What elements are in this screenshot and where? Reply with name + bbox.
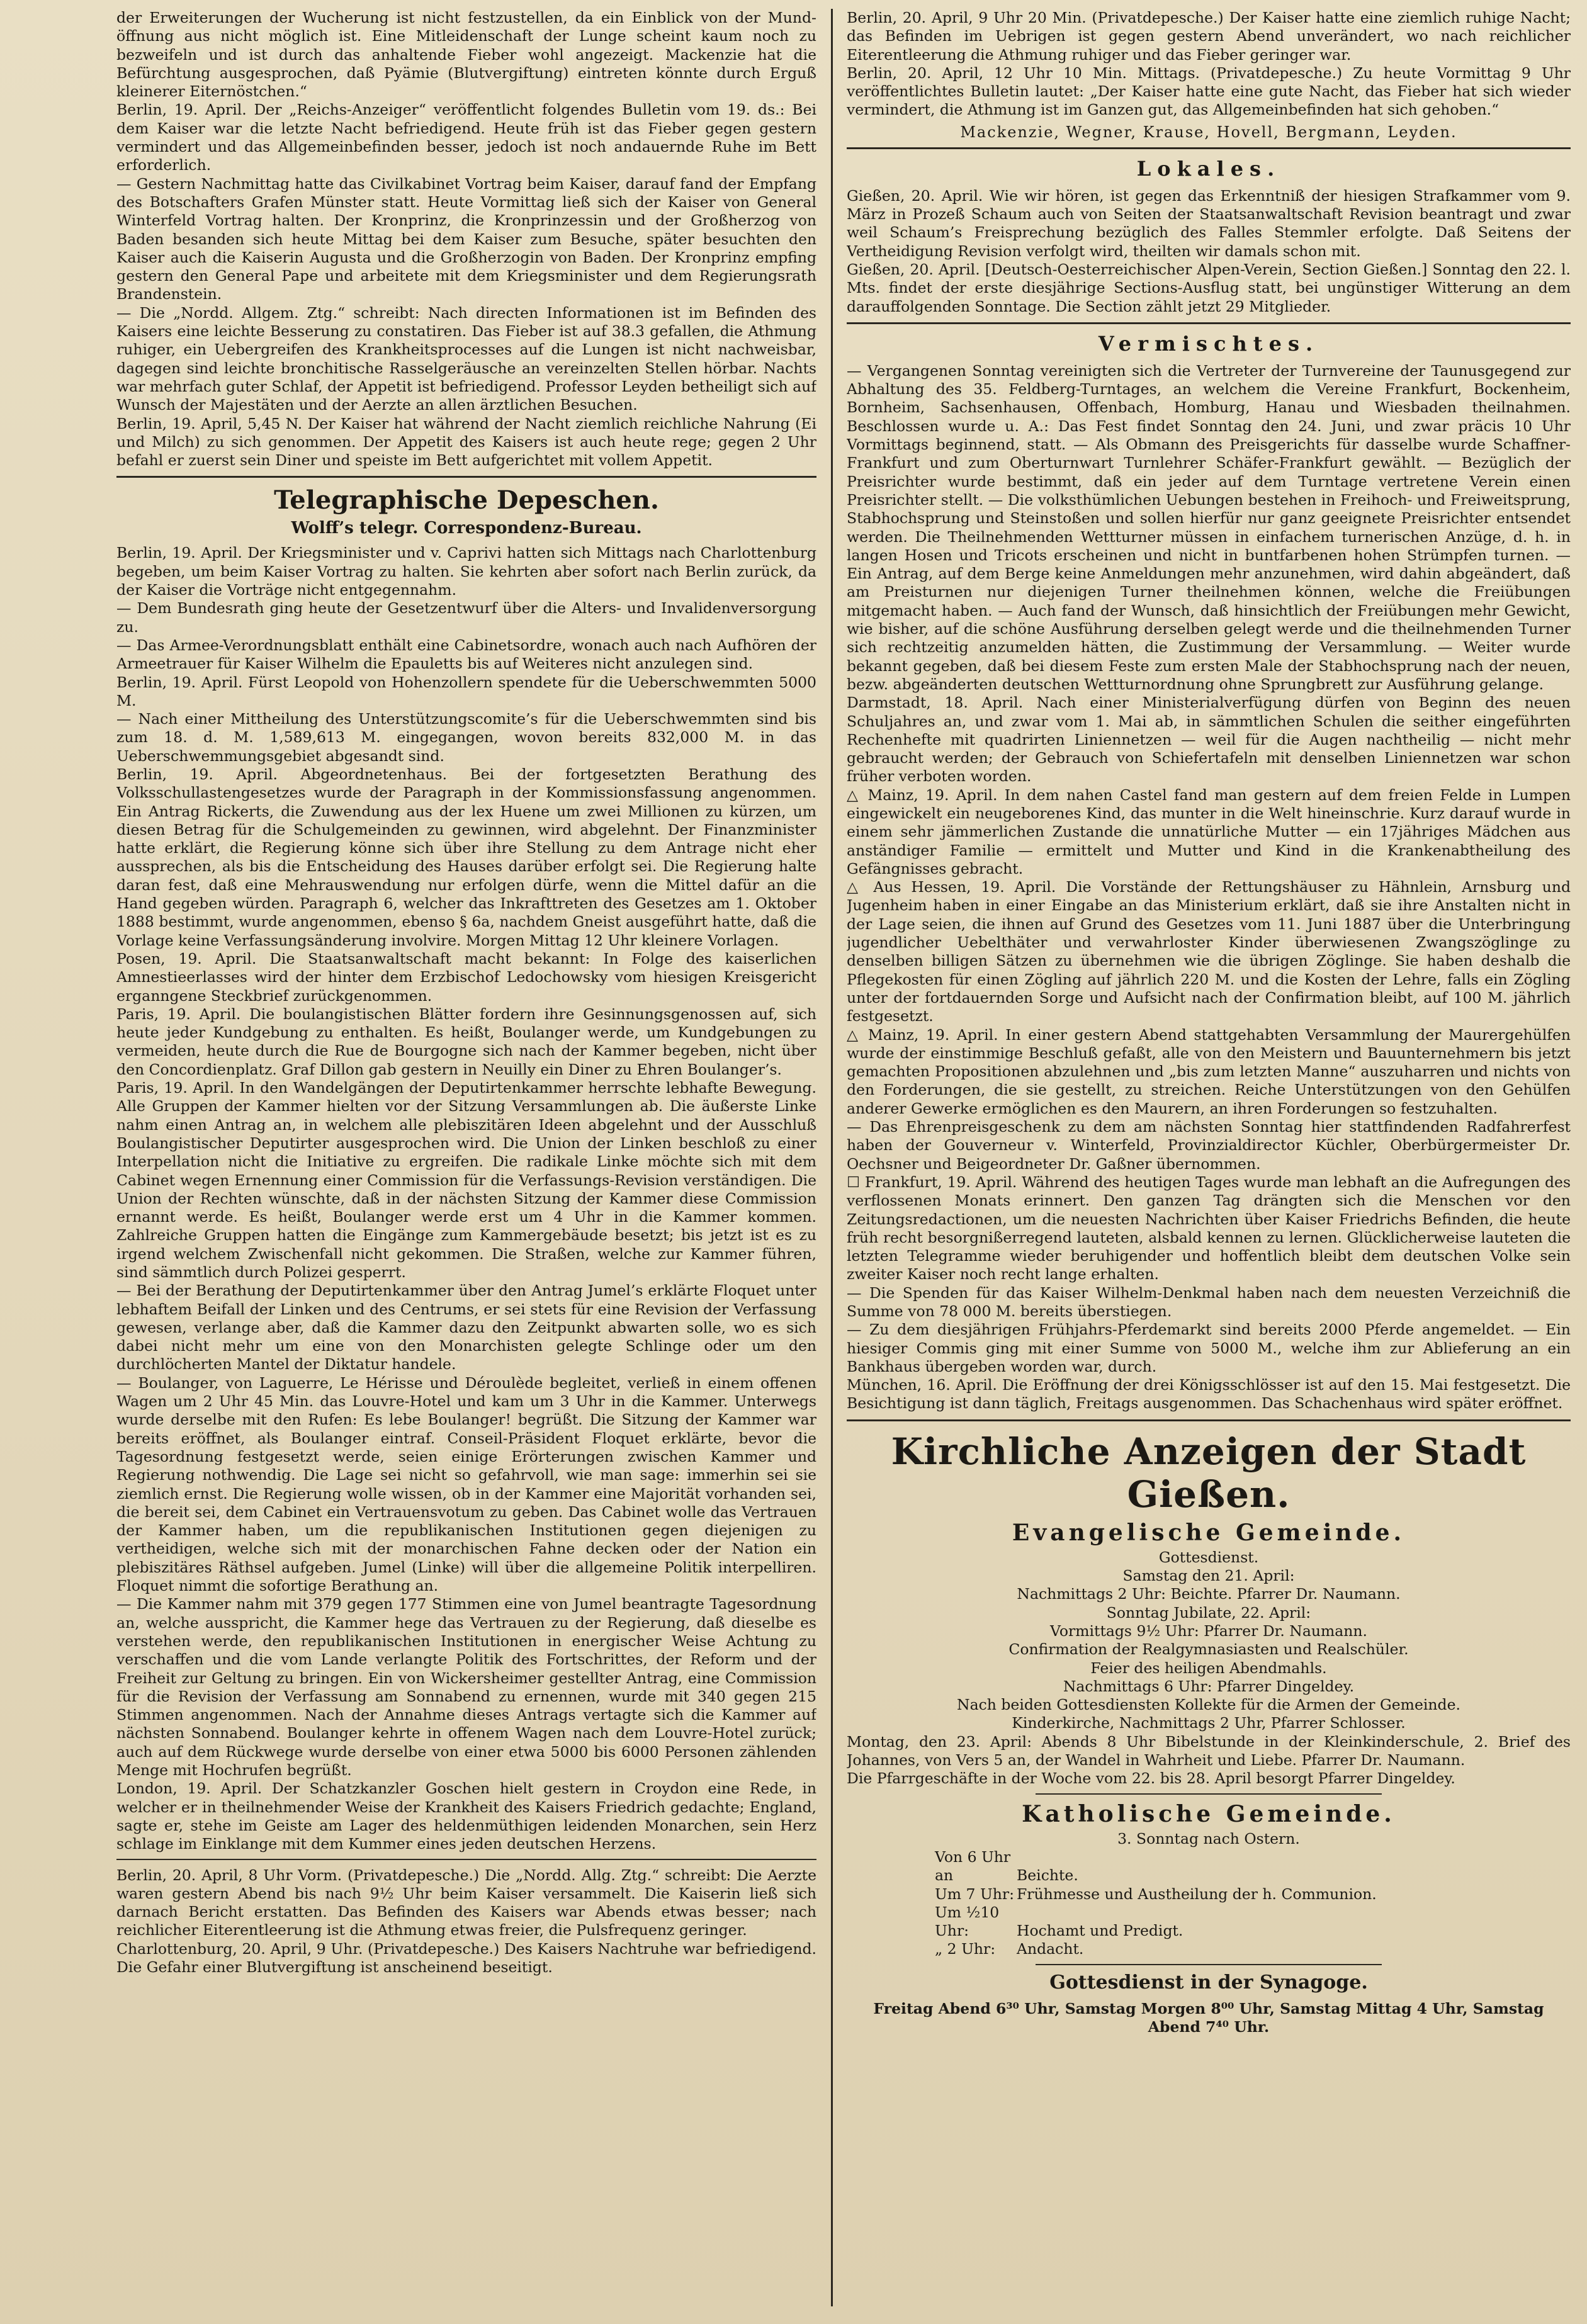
schedule-event: Frühmesse und Austheilung der h. Communion. (1017, 1885, 1377, 1903)
telegram-item: London, 19. April. Der Schatzkanzler Goschen hielt gestern in Croydon eine Rede, in welcher er in theilnehmender Weise der Krankheit des Kaisers Friedrich gedachte; England, sagte er, stehe im Geiste am Lager des heldenmüthigen leidenden Monarchen, sein Herz schlage im Einklange mit dem Kummer eines jeden deutschen Herzens. (116, 1780, 816, 1853)
misc-item: ☐ Frankfurt, 19. April. Während des heutigen Tages wurde man lebhaft an die Aufregungen des verflossenen Monats erinnert. Den ganzen Tag drängten sich die Menschen vor den Zeitungsredactionen, um die neuesten Nachrichten über Kaiser Friedrichs Befinden, die heute früh recht besorgnißerregend lauteten, alsbald kennen zu lernen. Glücklicherweise lauteten die letzten Telegramme wieder beruhigender und hoffentlich bleibt dem deutschen Volke sein zweiter Kaiser noch recht lange erhalten. (847, 1173, 1571, 1283)
bulletin-section (847, 9, 1571, 120)
schedule-line: Gottesdienst. (1158, 1548, 1259, 1566)
right-column (847, 9, 1571, 2313)
section-divider (1036, 1793, 1382, 1795)
schedule-time: Von 6 Uhr an (935, 1847, 1011, 1885)
late-news-item: Berlin, 20. April, 8 Uhr Vorm. (Privatdepesche.) Die „Nordd. Allg. Ztg.“ schreibt: Die Aerzte waren gestern Abend bis nach 9½ Uhr beim Kaiser versammelt. Die Kaiserin ließ sich darnach Bericht erstatten. Das Befinden des Kaisers war Abends etwas besser; nach reichlicher Eiterentleerung ist die Athmung etwas freier, die Pulsfrequenz geringer. (116, 1866, 816, 1939)
local-item: Gießen, 20. April. Wie wir hören, ist gegen das Erkenntniß der hiesigen Strafkammer vom 9. März in Prozeß Schaum auch von Seiten der Staatsanwaltschaft Revision beantragt und zwar weil Schaum’s Freisprechung bezüglich des Falles Stemmler erfolgte. Daß Seitens der Vertheidigung Revision verfolgt wird, theilten wir damals schon mit. (847, 186, 1571, 260)
schedule-line: Nachmittags 6 Uhr: Pfarrer Dingeldey. (1063, 1677, 1355, 1695)
section-divider (847, 322, 1571, 324)
section-divider (847, 147, 1571, 149)
schedule-time: Um 7 Uhr: (935, 1885, 1015, 1903)
schedule-line: Vormittags 9½ Uhr: Pfarrer Dr. Naumann. (1050, 1622, 1367, 1640)
telegram-item: — Bei der Berathung der Deputirtenkammer über den Antrag Jumel’s erklärte Floquet unter lebhaftem Beifall der Linken und des Centrums, er sei stets für eine Revision der Verfassung gewesen, verlange aber, daß die Kammer dazu den Zeitpunkt abwarten solle, wo es sich dabei nicht mehr um eine von den Monarchisten gelegte Schlinge oder um den durchlöcherten Mantel der Diktatur handele. (116, 1282, 816, 1374)
telegram-item: Berlin, 19. April. Fürst Leopold von Hohenzollern spendete für die Ueberschwemmten 5000 M. (116, 673, 816, 709)
telegram-item: Paris, 19. April. Die boulangistischen Blätter fordern ihre Gesinnungsgenossen auf, sich heute jeder Kundgebung zu enthalten. Es heißt, Boulanger werde, um Kundgebungen zu vermeiden, heute durch die Rue de Bourgogne sich nach der Kammer begeben, nicht über den Concordienplatz. Graf Dillon gab gestern in Neuilly ein Diner zu Ehren Boulanger’s. (116, 1005, 816, 1078)
catholic-heading: Katholische Gemeinde. (1022, 1800, 1396, 1827)
late-news-section (116, 1866, 816, 1977)
misc-item: △ Aus Hessen, 19. April. Die Vorstände der Rettungshäuser zu Hähnlein, Arnsburg und Jugenheim haben in einer Eingabe an das Ministerium erklärt, daß sie ihre Anstalten nicht in der Lage seien, die ihnen auf Grund des Gesetzes vom 11. Juni 1887 über die Unterbringung jugendlicher Uebelthäter und verwahrloster Kinder überwiesenen Zwangszöglinge zu denselben billigen Sätzen zu übernehmen wie die übrigen Zöglinge. Sie haben deshalb die Pflegekosten für einen Zögling auf jährlich 220 M. und die Kosten der Lehre, falls ein Zögling unter der fortdauernden Sorge und Aufsicht nach der Confirmation bleibt, auf 100 M. jährlich festgesetzt. (847, 878, 1571, 1025)
schedule-row (935, 1940, 1571, 1958)
section-divider (116, 1859, 816, 1860)
schedule-row (935, 1904, 1571, 1941)
schedule-line: Sonntag Jubilate, 22. April: (1106, 1603, 1311, 1622)
telegram-item: — Nach einer Mittheilung des Unterstützungscomite’s für die Ueberschwemmten sind bis zum 18. d. M. 1,589,613 M. eingegangen, wovon bereits 832,000 M. in das Ueberschwemmungsgebiet abgesandt sind. (116, 710, 816, 765)
schedule-note: Montag, den 23. April: Abends 8 Uhr Bibelstunde in der Kleinkinderschule, 2. Brief des Johannes, von Vers 5 an, der Wandel in Wahrheit und Liebe. Pfarrer Dr. Naumann. (847, 1732, 1571, 1769)
schedule-event: Beichte. (1017, 1866, 1078, 1885)
bulletin-item: Berlin, 20. April, 9 Uhr 20 Min. (Privatdepesche.) Der Kaiser hatte eine ziemlich ruhige Nacht; das Befinden im Uebrigen ist gegen gestern Abend unverändert, wo nach reichlicher Eiterentleerung die Athmung ruhiger und das Fieber geringer war. (847, 9, 1571, 64)
article-paragraph: Berlin, 19. April. Der „Reichs-Anzeiger“ veröffentlicht folgendes Bulletin vom 19. ds.: Bei dem Kaiser war die letzte Nacht befriedigend. Heute früh ist das Fieber gegen gestern vermindert und das Allgemeinbefinden besser, jedoch ist noch andauernde Ruhe im Bett erforderlich. (116, 101, 816, 174)
schedule-line: Kinderkirche, Nachmittags 2 Uhr, Pfarrer Schlosser. (1012, 1714, 1406, 1732)
misc-item: △ Mainz, 19. April. In einer gestern Abend stattgehabten Versammlung der Maurergehülfen wurde der einstimmige Beschluß gefaßt, alle von den Meistern und Bauunternehmern bis jetzt gemachten Propositionen abzulehnen und „bis zum letzten Manne“ auszuharren und nichts von den Forderungen, die sie gestellt, zu streichen. Reiche Unterstützungen von den Gehülfen anderer Gewerke ermöglichen es den Maurern, an ihren Forderungen so festzuhalten. (847, 1025, 1571, 1117)
misc-item: — Vergangenen Sonntag vereinigten sich die Vertreter der Turnvereine der Taunusgegend zur Abhaltung des 35. Feldberg-Turntages, an welchem die Vereine Frankfurt, Bockenheim, Bornheim, Sachsenhausen, Offenbach, Homburg, Hanau und Wiesbaden theilnahmen. Beschlossen wurde u. A.: Das Fest findet Sonntag den 24. Juni, und zwar präcis 10 Uhr Vormittags beginnend, statt. — Als Obmann des Preisgerichts für dasselbe wurde Schaffner-Frankfurt und zum Oberturnwart Turnlehrer Schäfer-Frankfurt gewählt. — Bezüglich der Preisrichter wurde bestimmt, daß ein jeder auf dem Turntage vertretene Verein einen Preisrichter stellt. — Die volksthümlichen Uebungen bestehen in Freihoch- und Freiweitsprung, Stabhochsprung und Steinstoßen und sollen hierfür nur ganz geeignete Preisrichter entsendet werden. Die Theilnehmenden Wettturner müssen in einfachem turnerischen Anzüge, d. h. in langen Hosen und Tricots erscheinen und nicht in buntfarbenen hohen Strümpfen turnen. — Ein Antrag, auf dem Berge keine Anmeldungen mehr anzunehmen, wird dahin abgeändert, daß am Preisturnen nur diejenigen Turner theilnehmen können, welche die Freiübungen mitgemacht haben. — Auch fand der Wunsch, daß hinsichtlich der Freiübungen mehr Gewicht, wie bisher, auf die schöne Ausführung derselben gelegt werde und die theilnehmenden Turner sich rechtzeitig anzumelden hätten, die Zustimmung der Versammlung. — Weiter wurde bekannt gegeben, daß bei diesem Feste zum ersten Male der Stabhochsprung nach der neuen, bezw. abgeänderten deutschen Wettturnordnung ohne Sprungbrett zur Ausführung gelange. (847, 361, 1571, 693)
schedule-line: Confirmation der Realgymnasiasten und Realschüler. (1008, 1640, 1409, 1659)
schedule-line: Nach beiden Gottesdiensten Kollekte für die Armen der Gemeinde. (957, 1696, 1460, 1714)
misc-item: München, 16. April. Die Eröffnung der drei Königsschlösser ist auf den 15. Mai festgesetzt. Die Besichtigung ist dann täglich, Freitags ausgenommen. Das Schachenhaus wird später eröffnet. (847, 1376, 1571, 1413)
article-paragraph: — Die „Nordd. Allgem. Ztg.“ schreibt: Nach directen Informationen ist im Befinden des Kaisers eine leichte Besserung zu constatiren. Das Fieber ist auf 38.3 gefallen, die Athmung ruhiger, ein Uebergreifen des Krankheitsprocesses auf die Lungen ist nicht nachweisbar, dagegen sind leichte bronchitische Rasselgeräusche an vereinzelten Stellen hörbar. Nachts war mehrfach guter Schlaf, der Appetit ist befriedigend. Professor Leyden betheiligt sich auf Wunsch der Majestäten und der Aerzte an allen ärztlichen Besuchen. (116, 303, 816, 414)
schedule-line: Samstag den 21. April: (1122, 1567, 1295, 1585)
telegram-item: — Dem Bundesrath ging heute der Gesetzentwurf über die Alters- und Invalidenversorgung zu. (116, 599, 816, 636)
synagogue-heading: Gottesdienst in der Synagoge. (1049, 1971, 1368, 1994)
synagogue-times: Freitag Abend 6³⁰ Uhr, Samstag Morgen 8⁰⁰ Uhr, Samstag Mittag 4 Uhr, Samstag Abend 7⁴⁰ Uhr. (873, 1999, 1544, 2036)
schedule-note: Die Pfarrgeschäfte in der Woche vom 22. bis 28. April besorgt Pfarrer Dingeldey. (847, 1769, 1455, 1788)
schedule-time: „ 2 Uhr: (935, 1940, 996, 1958)
telegram-item: — Das Armee-Verordnungsblatt enthält eine Cabinetsordre, wonach auch nach Aufhören der Armeetrauer für Kaiser Wilhelm die Epauletts bis auf Weiteres nicht anzulegen sind. (116, 636, 816, 673)
left-column (116, 9, 816, 2313)
telegram-item: — Die Kammer nahm mit 379 gegen 177 Stimmen eine von Jumel beantragte Tagesordnung an, welche ausspricht, die Kammer hege das Vertrauen zu der Regierung, daß dieselbe es verstehen werde, den republikanischen Institutionen in energischer Weise Achtung zu verschaffen und die vom Lande verlangte Politik des Fortschrittes, der Reform und der Freiheit zur Geltung zu bringen. Ein von Wickersheimer gestellter Antrag, eine Commission für die Revision der Verfassung am Sonnabend zu ernennen, wurde mit 340 gegen 215 Stimmen angenommen. Nach der Annahme dieses Antrags vertagte sich die Kammer auf nächsten Sonnabend. Boulanger kehrte in offenem Wagen nach dem Louvre-Hotel zurück; auch auf dem Rückwege wurde derselbe von einer etwa 5000 bis 6000 Personen zählenden Menge mit Hochrufen begrüßt. (116, 1595, 816, 1780)
telegram-item: Paris, 19. April. In den Wandelgängen der Deputirtenkammer herrschte lebhafte Bewegung. Alle Gruppen der Kammer hielten vor der Sitzung Versammlungen ab. Die äußerste Linke nahm einen Antrag an, in welchem alle plebiszitären Ideen abgelehnt und der Ausschluß Boulangistischer Deputirter ausgesprochen wird. Die Union der Linken beschloß zu einer Interpellation nicht die Initiative zu ergreifen. Die radikale Linke möchte sich mit dem Cabinet wegen Ernennung einer Commission für die Verfassungs-Revision verständigen. Die Union der Rechten wünschte, daß in der nächsten Sitzung der Kammer diese Commission ernannt werde. Es heißt, Boulanger werde erst um 4 Uhr in die Kammer kommen. Zahlreiche Gruppen hatten die Eingänge zum Kammergebäude besetzt; bis jetzt ist es zu irgend welchem Zwischenfall nicht gekommen. Die Straßen, welche zur Kammer führen, sind sämmtlich durch Polizei gesperrt. (116, 1079, 816, 1281)
misc-item: — Das Ehrenpreisgeschenk zu dem am nächsten Sonntag hier stattfindenden Radfahrerfest haben der Gouverneur v. Winterfeld, Provinzialdirector Küchler, Oberbürgermeister Dr. Oechsner und Beigeordneter Dr. Gaßner übernommen. (847, 1118, 1571, 1173)
section-divider (1036, 1964, 1382, 1965)
local-item: Gießen, 20. April. [Deutsch-Oesterreichischer Alpen-Verein, Section Gießen.] Sonntag den 22. l. Mts. findet der erste diesjährige Sections-Ausflug statt, bei ungünstiger Witterung an dem darauffolgenden Sonntage. Die Section zählt jetzt 29 Mitglieder. (847, 260, 1571, 315)
section-divider (116, 476, 816, 478)
telegram-item: Posen, 19. April. Die Staatsanwaltschaft macht bekannt: In Folge des kaiserlichen Amnestieerlasses wird der hinter dem Erzbischof Ledochowsky vom hiesigen Kreisgericht erganngene Steckbrief zurückgenommen. (116, 949, 816, 1005)
evangelical-schedule (847, 1548, 1571, 1733)
telegram-subheading: Wolff’s telegr. Correspondenz-Bureau. (291, 519, 642, 538)
section-divider (847, 1419, 1571, 1421)
article-paragraph: — Gestern Nachmittag hatte das Civilkabinet Vortrag beim Kaiser, darauf fand der Empfang des Botschafters Grafen Münster statt. Heute Vormittag ließ sich der Kaiser von General Winterfeld Vortrag halten. Der Kronprinz, die Kronprinzessin und der Großherzog von Baden besanden sich heute Mittag bei dem Kaiser zum Besuche, später besuchten den Kaiser auch die Kaiserin Augusta und die Großherzogin von Baden. Der Kronprinz empfing gestern den General Pape und arbeitete mit dem Kriegsminister und dem Regierungsrath Brandenstein. (116, 174, 816, 303)
schedule-row (935, 1848, 1571, 1885)
late-news-item: Charlottenburg, 20. April, 9 Uhr. (Privatdepesche.) Des Kaisers Nachtruhe war befriedigend. Die Gefahr einer Blutvergiftung ist anscheinend beseitigt. (116, 1939, 816, 1976)
telegram-item: Berlin, 19. April. Abgeordnetenhaus. Bei der fortgesetzten Berathung des Volksschullastengesetzes wurde der Paragraph in der Kommissionsfassung angenommen. Ein Antrag Rickerts, die Zuwendung aus der lex Huene um zwei Millionen zu kürzen, um diesen Betrag für die Schulgemeinden zu gewinnen, wird abgelehnt. Der Finanzminister hatte erklärt, die Regierung könne sich über ihre Stellung zu dem Antrage nicht eher aussprechen, als bis die Entscheidung des Hauses darüber erfolgt sei. Die Regierung halte daran fest, daß eine Mehrauswendung nur erfolgen dürfe, wenn die Mittel dafür an die Hand gegeben würden. Paragraph 6, welcher das Inkrafttreten des Gesetzes am 1. Oktober 1888 bestimmt, wurde angenommen, ebenso § 6a, nachdem Gneist ausgeführt hatte, daß die Vorlage keine Verfassungsänderung involvire. Morgen Mittag 12 Uhr kleinere Vorlagen. (116, 765, 816, 949)
catholic-subheading: 3. Sonntag nach Ostern. (1117, 1829, 1300, 1847)
telegram-item: Berlin, 19. April. Der Kriegsminister und v. Caprivi hatten sich Mittags nach Charlottenburg begeben, um beim Kaiser Vortrag zu halten. Sie kehrten aber sofort nach Berlin zurück, da der Kaiser die Vorträge nicht entgegennahm. (116, 544, 816, 599)
misc-item: △ Mainz, 19. April. In dem nahen Castel fand man gestern auf dem freien Felde in Lumpen eingewickelt ein neugeborenes Kind, das munter in die Welt hineinschrie. Kurz darauf wurde in einem sehr jämmerlichen Zustande die unnatürliche Mutter — ein 17jähriges Mädchen aus anständiger Familie — ermittelt und Mutter und Kind in die Krankenabtheilung des Gefängnisses gebracht. (847, 786, 1571, 877)
vermischtes-heading: Vermischtes. (1098, 331, 1319, 356)
schedule-line: Feier des heiligen Abendmahls. (1090, 1659, 1327, 1677)
article-paragraph: Berlin, 19. April, 5,45 N. Der Kaiser hat während der Nacht ziemlich reichliche Nahrung (Ei und Milch) zu sich genommen. Der Appetit des Kaisers ist auch heute rege; gegen 2 Uhr befahl er zuerst sein Diner und speiste im Bett aufgerichtet mit vollem Appetit. (116, 414, 816, 470)
telegram-heading: Telegraphische Depeschen. (274, 485, 659, 516)
bulletin-item: Berlin, 20. April, 12 Uhr 10 Min. Mittags. (Privatdepesche.) Zu heute Vormittag 9 Uhr veröffentlichtes Bulletin lautet: „Der Kaiser hatte eine gute Nacht, das Fieber hat sich wieder vermindert, die Athmung ist im Ganzen gut, das Allgemeinbefinden hat sich gehoben.“ (847, 64, 1571, 119)
misc-item: Darmstadt, 18. April. Nach einer Ministerialverfügung dürfen von Beginn des neuen Schuljahres an, und zwar vom 1. Mai ab, in sämmtlichen Schulen die seither eingeführten Rechenhefte mit quadrirten Liniennetzen — weil für die Augen nachtheilig — nicht mehr gebraucht werden; der Gebrauch von Schiefertafeln mit denselben Liniennetzen war schon früher verboten worden. (847, 694, 1571, 786)
misc-item: — Zu dem diesjährigen Frühjahrs-Pferdemarkt sind bereits 2000 Pferde angemeldet. — Ein hiesiger Commis ging mit einer Summe von 5000 M., welche ihm zur Ablieferung an ein Bankhaus übergeben worden war, durch. (847, 1321, 1571, 1375)
lokales-heading: Lokales. (1136, 156, 1281, 181)
schedule-row (935, 1885, 1571, 1904)
column-rule (831, 9, 833, 2306)
intro-section (116, 9, 816, 470)
telegram-item: — Boulanger, von Laguerre, Le Hérisse und Déroulède begleitet, verließ in einem offenen Wagen um 2 Uhr 45 Min. das Louvre-Hotel und kam um 3 Uhr in die Kammer. Unterwegs wurde derselbe mit den Rufen: Es lebe Boulanger! begrüßt. Die Sitzung der Kammer war bereits eröffnet, als Boulanger eintraf. Conseil-Präsident Floquet erklärte, bevor die Tagesordnung festgesetzt werde, seien einige Erörterungen zwischen Kammer und Regierung nothwendig. Die Lage sei nicht so gefahrvoll, wie man sage: immerhin sei sie ziemlich ernst. Die Regierung wolle wissen, ob in der Kammer eine Majorität vorhanden sei, die bereit sei, dem Cabinet ein Vertrauensvotum zu geben. Das Cabinet wolle das Vertrauen der Kammer haben, um die republikanischen Institutionen gegen diejenigen zu vertheidigen, welche sich mit der monarchischen Fahne decken oder der Nation ein plebiszitäres Räthsel aufgeben. Jumel (Linke) will über die allgemeine Politik interpelliren. Floquet nimmt die sofortige Berathung an. (116, 1374, 816, 1595)
doctor-signatures: Mackenzie, Wegner, Krause, Hovell, Bergmann, Leyden. (960, 123, 1457, 141)
schedule-event: Andacht. (1017, 1940, 1084, 1958)
telegram-section (116, 544, 816, 1853)
misc-item: — Die Spenden für das Kaiser Wilhelm-Denkmal haben nach dem neuesten Verzeichniß die Summe von 78 000 M. bereits überstiegen. (847, 1283, 1571, 1320)
article-paragraph: der Erweiterungen der Wucherung ist nicht festzustellen, da ein Einblick von der Mund-öffnung aus nicht möglich ist. Eine Mitleidenschaft der Lunge scheint kaum noch zu bezweifeln und ist durch das anhaltende Fieber wohl angezeigt. Mackenzie hat die Befürchtung ausgesprochen, daß Pyämie (Blutvergiftung) eintreten könnte durch Erguß kleinerer Eiternöstchen.“ (116, 9, 816, 101)
vermischtes-section (847, 362, 1571, 1413)
lokales-section (847, 187, 1571, 316)
schedule-time: Um ½10 Uhr: (935, 1903, 1000, 1940)
schedule-line: Nachmittags 2 Uhr: Beichte. Pfarrer Dr. Naumann. (1017, 1585, 1401, 1603)
evangelical-notes (847, 1733, 1571, 1788)
church-notices-heading: Kirchliche Anzeigen der Stadt Gießen. (891, 1430, 1527, 1516)
schedule-event: Hochamt und Predigt. (1017, 1922, 1183, 1940)
evangelical-heading: Evangelische Gemeinde. (1012, 1519, 1406, 1546)
catholic-schedule (935, 1848, 1571, 1959)
